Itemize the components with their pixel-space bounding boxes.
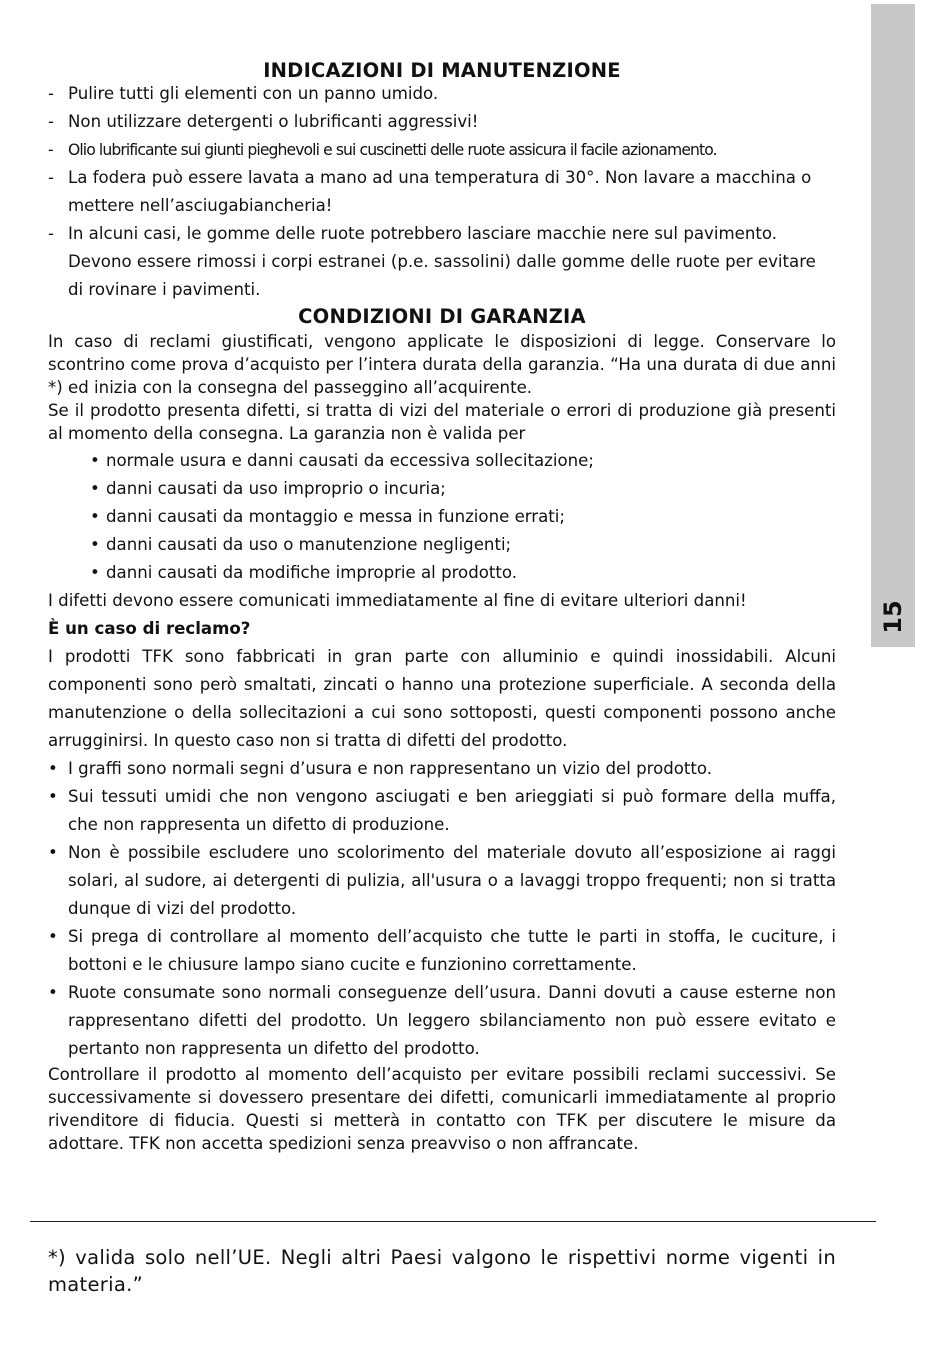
claim-points-list	[48, 755, 836, 1063]
maintenance-item: - Pulire tutti gli elementi con un panno umido.	[48, 80, 836, 108]
exclusion-item: • danni causati da modifiche improprie al prodotto.	[90, 559, 836, 587]
warranty-title: CONDIZIONI DI GARANZIA	[298, 305, 586, 328]
exclusion-item: • normale usura e danni causati da eccessiva sollecitazione;	[90, 447, 836, 475]
claim-question: È un caso di reclamo?	[48, 619, 251, 638]
claim-point: • Sui tessuti umidi che non vengono asciugati e ben arieggiati si può formare della muffa, che non rappresenta un difetto di produzione.	[48, 783, 836, 839]
footnote-divider	[30, 1221, 876, 1222]
warranty-defects-text: Se il prodotto presenta difetti, si tratta di vizi del materiale o errori di produzione già presenti al momento della consegna. La garanzia non è valida per	[48, 401, 836, 443]
maintenance-title: INDICAZIONI DI MANUTENZIONE	[263, 59, 621, 82]
claim-point: • Ruote consumate sono normali conseguenze dell’usura. Danni dovuti a cause esterne non rappresentano difetti del prodotto. Un leggero sbilanciamento non può essere evitato e pertanto non rappresenta un difetto del prodotto.	[48, 979, 836, 1063]
claim-point: • Si prega di controllare al momento dell’acquisto che tutte le parti in stoffa, le cuciture, i bottoni e le chiusure lampo siano cucite e funzionino correttamente.	[48, 923, 836, 979]
exclusion-item: • danni causati da montaggio e messa in funzione errati;	[90, 503, 836, 531]
maintenance-item: - La fodera può essere lavata a mano ad una temperatura di 30°. Non lavare a macchina o mettere nell’asciugabiancheria!	[48, 164, 836, 220]
warranty-exclusions-list	[48, 447, 836, 587]
page-content	[48, 58, 836, 1155]
claim-point: • Non è possibile escludere uno scolorimento del materiale dovuto all’esposizione ai raggi solari, al sudore, ai detergenti di pulizia, all'usura o a lavaggi troppo frequenti; non si tratta dunque di vizi del prodotto.	[48, 839, 836, 923]
exclusion-item: • danni causati da uso improprio o incuria;	[90, 475, 836, 503]
report-notice: I difetti devono essere comunicati immediatamente al fine di evitare ulteriori danni!	[48, 591, 747, 610]
exclusion-item: • danni causati da uso o manutenzione negligenti;	[90, 531, 836, 559]
maintenance-item: - In alcuni casi, le gomme delle ruote potrebbero lasciare macchie nere sul pavimento. Devono essere rimossi i corpi estranei (p.e. sassolini) dalle gomme delle ruote per evitare di rovinare i pavimenti.	[48, 220, 836, 304]
maintenance-item: - Olio lubrificante sui giunti pieghevoli e sui cuscinetti delle ruote assicura il facile azionamento.	[48, 136, 836, 164]
warranty-intro: In caso di reclami giustificati, vengono applicate le disposizioni di legge. Conservare lo scontrino come prova d’acquisto per l’intera durata della garanzia. “Ha una durata di due anni *) ed inizia con la consegna del passeggino all’acquirente.	[48, 332, 836, 397]
footnote: *) valida solo nell’UE. Negli altri Paesi valgono le rispettivi norme vigenti in materia.”	[48, 1246, 836, 1296]
closing-text: Controllare il prodotto al momento dell’acquisto per evitare possibili reclami successivi. Se successivamente si dovessero presentare dei difetti, comunicarli immediatamente al proprio rivenditore di fiducia. Questi si metterà in contatto con TFK per discutere le misure da adottare. TFK non accetta spedizioni senza preavviso o non affrancate.	[48, 1065, 836, 1153]
maintenance-list	[48, 80, 836, 304]
maintenance-item: - Non utilizzare detergenti o lubrificanti aggressivi!	[48, 108, 836, 136]
page-side-tab	[871, 4, 915, 647]
page-number: 15	[879, 600, 907, 634]
claim-point: • I graffi sono normali segni d’usura e non rappresentano un vizio del prodotto.	[48, 755, 836, 783]
claim-text: I prodotti TFK sono fabbricati in gran parte con alluminio e quindi inossidabili. Alcuni componenti sono però smaltati, zincati o hanno una protezione superficiale. A seconda della manutenzione o della sollecitazioni a cui sono sottoposti, questi componenti possono anche arrugginirsi. In questo caso non si tratta di difetti del prodotto.	[48, 647, 836, 750]
